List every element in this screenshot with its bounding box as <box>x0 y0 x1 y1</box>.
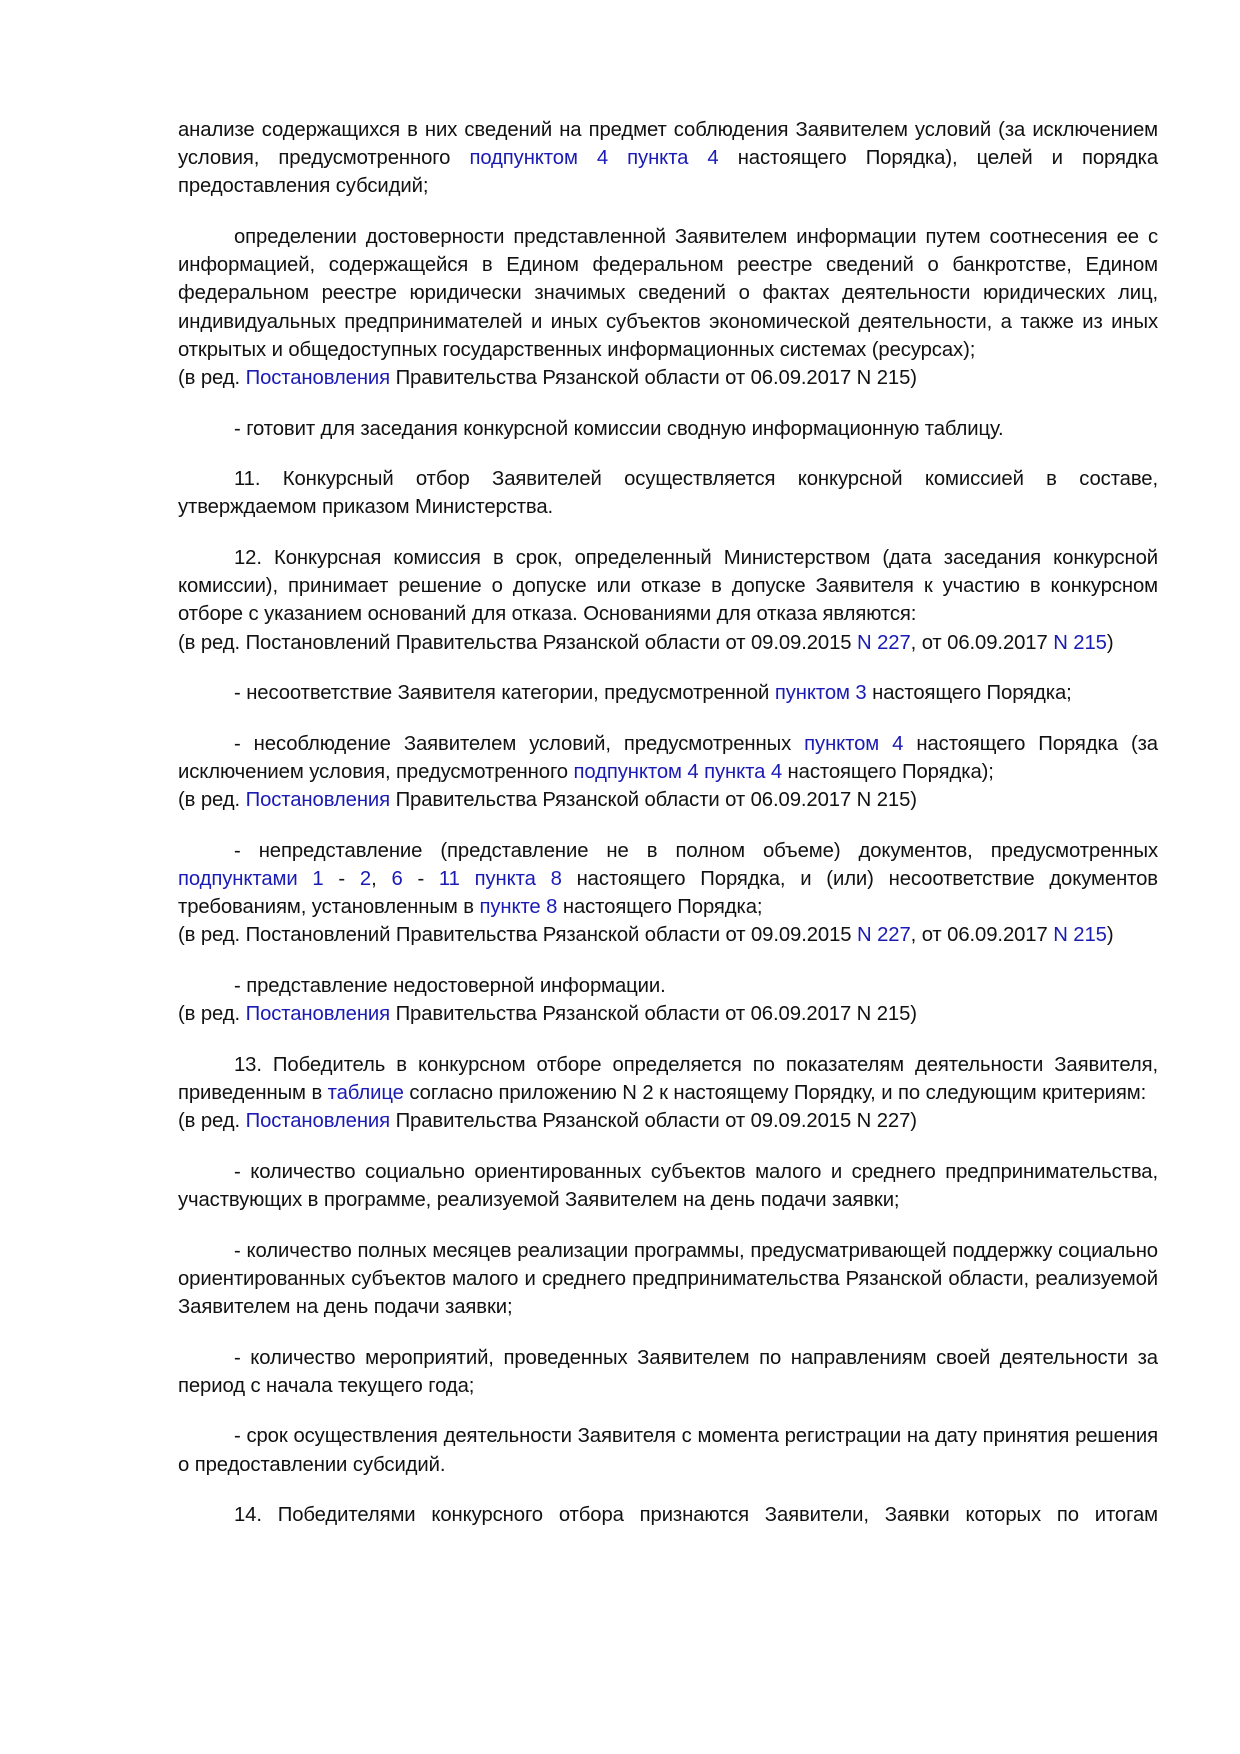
text-run: (в ред. <box>178 789 246 812</box>
text-run: 11. Конкурсный отбор Заявителей осуществляется конкурсной комиссией в составе, утверждаемом приказом Министерства. <box>178 468 1158 519</box>
text-run: настоящего Порядка; <box>866 682 1072 705</box>
text-run: настоящего Порядка, и (или) несоответствие документов требованиям, установленным в <box>178 868 1158 919</box>
reference-link[interactable]: N 227 <box>857 631 911 654</box>
reference-link[interactable]: подпунктом 4 пункта 4 <box>573 761 783 783</box>
paragraph <box>178 1051 1158 1107</box>
text-run: - несоблюдение Заявителем условий, предусмотренных <box>234 732 805 755</box>
text-run: , от 06.09.2017 <box>910 924 1054 947</box>
text-run: , от 06.09.2017 <box>910 631 1054 654</box>
paragraph <box>178 972 1158 1000</box>
text-run: настоящего Порядка; <box>557 896 763 919</box>
reference-link[interactable]: пунктом 4 <box>804 732 904 755</box>
text-run: определении достоверности представленной Заявителем информации путем соотнесения ее с информацией, содержащейся в Едином федеральном реестре сведений о банкротстве, Едином федеральном реестре юридически значимых сведений о фактах деятельности юридических лиц, индивидуальных предпринимателей и иных субъектов экономической деятельности, а также из иных открытых и общедоступных государственных информационных системах (ресурсах); <box>178 226 1158 361</box>
reference-link[interactable]: 6 <box>391 868 403 890</box>
text-run: 14. Победителями конкурсного отбора признаются Заявители, Заявки которых по итогам <box>234 1504 1158 1527</box>
paragraph <box>178 465 1158 521</box>
paragraph <box>178 223 1158 364</box>
text-run: ) <box>1106 631 1114 654</box>
text-run: - несоответствие Заявителя категории, предусмотренной <box>234 682 775 705</box>
text-run: , <box>371 868 392 890</box>
text-run: - представление недостоверной информации. <box>234 975 666 997</box>
text-run: настоящего Порядка), целей и порядка предоставления субсидий; <box>178 147 1158 198</box>
document-body <box>178 116 1158 1552</box>
paragraph <box>178 730 1158 786</box>
text-run: Правительства Рязанской области от 06.09.2017 N 215) <box>390 367 917 390</box>
revision-note <box>178 786 1158 814</box>
reference-link[interactable]: Постановления <box>245 789 391 812</box>
paragraph <box>178 1501 1158 1529</box>
text-run: настоящего Порядка (за исключением условия, предусмотренного <box>178 732 1158 783</box>
reference-link[interactable]: таблице <box>327 1082 404 1104</box>
text-run: Правительства Рязанской области от 09.09.2015 N 227) <box>390 1110 917 1133</box>
reference-link[interactable]: подпунктом 4 пункта 4 <box>469 147 719 170</box>
reference-link[interactable]: N 215 <box>1053 631 1107 654</box>
paragraph <box>178 1237 1158 1322</box>
revision-note <box>178 1107 1158 1135</box>
paragraph <box>178 679 1158 707</box>
revision-note <box>178 1000 1158 1028</box>
paragraph <box>178 1344 1158 1400</box>
text-run: - непредставление (представление не в полном объеме) документов, предусмотренных <box>234 839 1158 862</box>
text-run: (в ред. Постановлений Правительства Рязанской области от 09.09.2015 <box>178 924 857 947</box>
text-run: настоящего Порядка); <box>782 761 994 783</box>
paragraph <box>178 1422 1158 1478</box>
text-run: анализе содержащихся в них сведений на предмет соблюдения Заявителем условий (за исключением условия, предусмотренного <box>178 119 1158 170</box>
reference-link[interactable]: 2 <box>359 868 372 890</box>
text-run: согласно приложению N 2 к настоящему Порядку, и по следующим критериям: <box>403 1082 1147 1104</box>
text-run: (в ред. <box>178 1003 246 1026</box>
reference-link[interactable]: 11 пункта 8 <box>438 868 562 890</box>
text-run: 12. Конкурсная комиссия в срок, определенный Министерством (дата заседания конкурсной комиссии), принимает решение о допуске или отказе в допуске Заявителя к участию в конкурсном отборе с указанием оснований для отказа. Основаниями для отказа являются: <box>178 547 1158 626</box>
revision-note <box>178 364 1158 392</box>
text-run: - готовит для заседания конкурсной комиссии сводную информационную таблицу. <box>234 417 1004 440</box>
reference-link[interactable]: пункте 8 <box>479 896 558 919</box>
text-run: (в ред. Постановлений Правительства Рязанской области от 09.09.2015 <box>178 631 857 654</box>
paragraph <box>178 837 1158 922</box>
paragraph <box>178 544 1158 629</box>
text-run: (в ред. <box>178 1110 246 1133</box>
text-run: ) <box>1106 924 1114 947</box>
text-run: 13. Победитель в конкурсном отборе определяется по показателям деятельности Заявителя, приведенным в <box>178 1053 1158 1104</box>
text-run: - количество полных месяцев реализации программы, предусматривающей поддержку социально ориентированных субъектов малого и среднего предпринимательства Рязанской области, реализуемой Заявителем на день подачи заявки; <box>178 1239 1158 1318</box>
reference-link[interactable]: Постановления <box>245 1110 391 1133</box>
paragraph <box>178 415 1158 443</box>
text-run: Правительства Рязанской области от 06.09.2017 N 215) <box>390 1003 917 1026</box>
text-run: (в ред. <box>178 367 246 390</box>
text-run: - <box>323 868 360 890</box>
paragraph <box>178 1158 1158 1214</box>
revision-note <box>178 629 1158 657</box>
revision-note <box>178 921 1158 949</box>
text-run: - срок осуществления деятельности Заявителя с момента регистрации на дату принятия решения о предоставлении субсидий. <box>178 1425 1158 1476</box>
reference-link[interactable]: Постановления <box>245 367 391 390</box>
reference-link[interactable]: пунктом 3 <box>774 682 867 705</box>
text-run: - количество мероприятий, проведенных Заявителем по направлениям своей деятельности за период с начала текущего года; <box>178 1346 1158 1397</box>
text-run: Правительства Рязанской области от 06.09.2017 N 215) <box>390 789 917 812</box>
reference-link[interactable]: N 227 <box>857 924 911 947</box>
reference-link[interactable]: N 215 <box>1053 924 1107 947</box>
reference-link[interactable]: подпунктами 1 <box>178 868 324 890</box>
text-run: - количество социально ориентированных субъектов малого и среднего предпринимательства, участвующих в программе, реализуемой Заявителем на день подачи заявки; <box>178 1160 1158 1211</box>
reference-link[interactable]: Постановления <box>245 1003 391 1026</box>
paragraph <box>178 116 1158 201</box>
text-run: - <box>402 868 439 890</box>
